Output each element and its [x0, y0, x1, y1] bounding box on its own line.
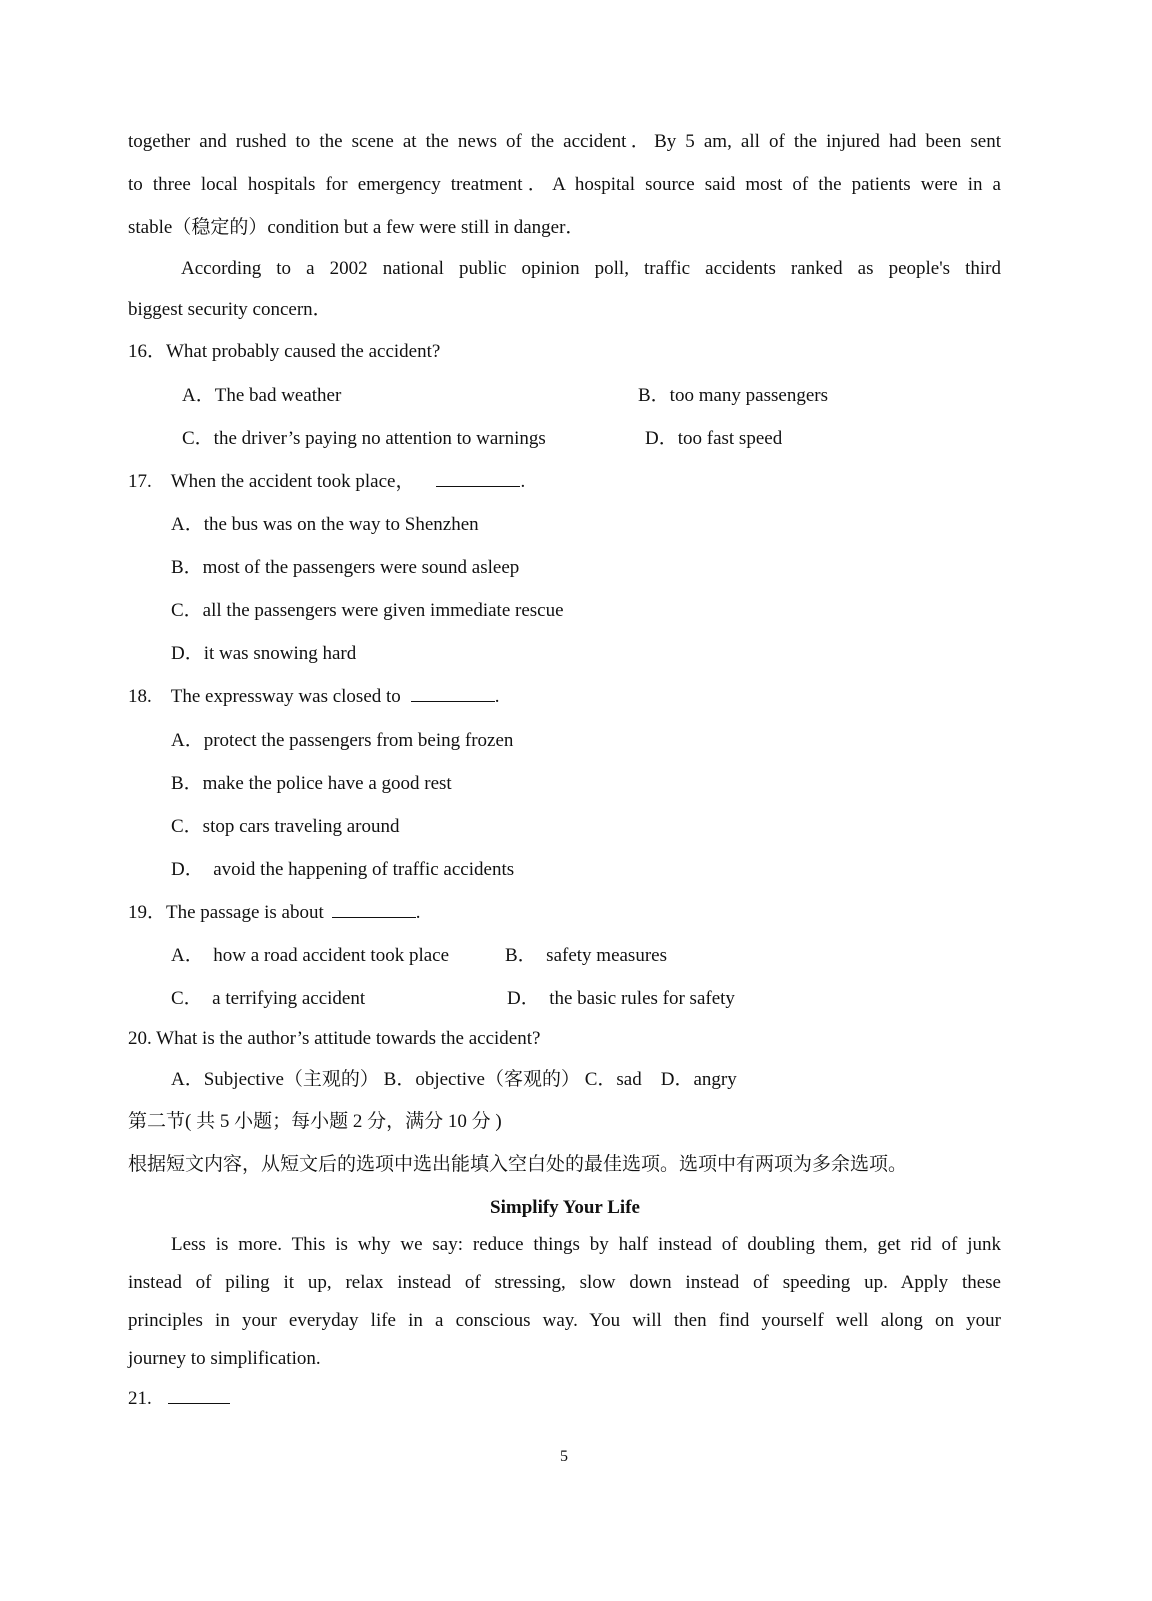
passage-line: Less is more. This is why we say: reduce things by half instead of doubling them, get rid of junk	[171, 1234, 1001, 1255]
answer-blank	[332, 915, 416, 918]
passage-line: stable（稳定的）condition but a few were still in danger．	[128, 217, 585, 238]
question-16-option-d: D．too fast speed	[645, 428, 783, 449]
question-18-option-a: A．protect the passengers from being frozen	[171, 730, 514, 751]
answer-blank	[411, 699, 495, 702]
question-17-option-a: A．the bus was on the way to Shenzhen	[171, 514, 479, 535]
question-17-stem: 17. When the accident took place， .	[128, 471, 526, 492]
question-17-option-b: B．most of the passengers were sound asleep	[171, 557, 520, 578]
passage-line: instead of piling it up, relax instead of stressing, slow down instead of speeding up. Apply these	[128, 1272, 1001, 1293]
question-18-option-d: D． avoid the happening of traffic accidents	[171, 859, 515, 880]
section-heading: 第二节( 共 5 小题；每小题 2 分，满分 10 分 )	[128, 1111, 502, 1132]
passage-line: biggest security concern．	[128, 299, 332, 320]
passage-line: principles in your everyday life in a conscious way. You will then find yourself well along on your	[128, 1310, 1001, 1331]
passage-line: to three local hospitals for emergency treatment．A hospital source said most of the patients were in a	[128, 174, 1001, 195]
question-16-option-b: B．too many passengers	[638, 385, 828, 406]
passage-line: together and rushed to the scene at the news of the accident．By 5 am, all of the injured had been sent	[128, 131, 1001, 152]
question-18-option-b: B．make the police have a good rest	[171, 773, 452, 794]
question-16-option-c: C．the driver’s paying no attention to warnings	[182, 428, 546, 449]
question-20-options: A．Subjective（主观的） B．objective（客观的） C．sad D．angry	[171, 1069, 737, 1090]
question-18-stem: 18. The expressway was closed to .	[128, 686, 500, 707]
answer-blank	[436, 484, 520, 487]
question-19-option-a: A． how a road accident took place	[171, 945, 450, 966]
question-17-option-c: C．all the passengers were given immediate rescue	[171, 600, 564, 621]
question-20-stem: 20. What is the author’s attitude towards the accident?	[128, 1028, 541, 1049]
question-19-option-d: D． the basic rules for safety	[507, 988, 735, 1009]
passage-title: Simplify Your Life	[490, 1197, 640, 1218]
question-21-stem: 21.	[128, 1387, 230, 1411]
answer-blank	[168, 1401, 230, 1404]
question-19-stem: 19．The passage is about .	[128, 902, 421, 923]
question-19-option-b: B． safety measures	[505, 945, 667, 966]
section-instruction: 根据短文内容，从短文后的选项中选出能填入空白处的最佳选项。选项中有两项为多余选项。	[128, 1154, 908, 1175]
passage-line: According to a 2002 national public opinion poll, traffic accidents ranked as people's third	[181, 258, 1001, 279]
passage-line: journey to simplification.	[128, 1348, 321, 1369]
page-number: 5	[560, 1448, 568, 1465]
question-19-option-c: C． a terrifying accident	[171, 988, 366, 1009]
question-16-option-a: A．The bad weather	[182, 385, 342, 406]
question-17-option-d: D．it was snowing hard	[171, 643, 357, 664]
question-18-option-c: C．stop cars traveling around	[171, 816, 400, 837]
question-16-stem: 16．What probably caused the accident?	[128, 341, 441, 362]
